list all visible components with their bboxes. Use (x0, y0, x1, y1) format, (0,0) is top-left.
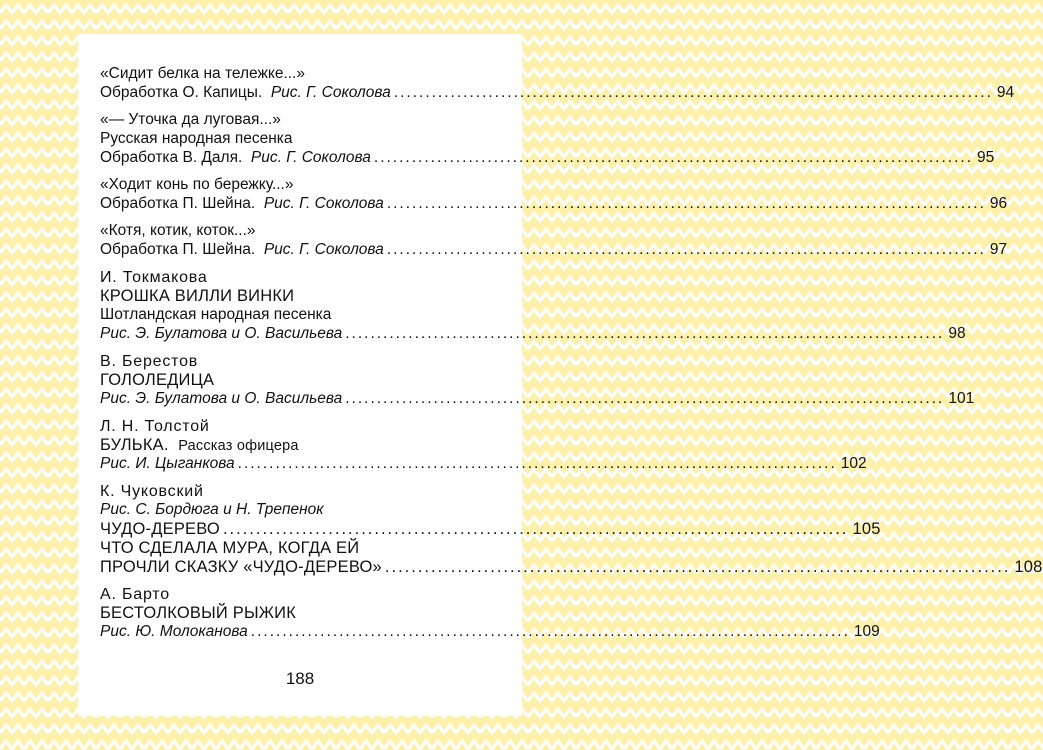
entry-subtitle: Рассказ офицера (178, 438, 299, 454)
toc-entry (100, 584, 880, 641)
toc-entry (100, 481, 1043, 576)
entry-author: В. Берестов (100, 353, 199, 370)
leader-dots: ............................................................................................... (386, 241, 986, 258)
toc-entry (100, 416, 867, 473)
entry-credit: Обработка П. Шейна. Рис. Г. Соколова (100, 195, 384, 212)
toc-entry (100, 351, 975, 408)
entry-credit: Обработка В. Даля. Рис. Г. Соколова (100, 149, 371, 166)
page-ref: 94 (996, 84, 1015, 101)
entry-title: КРОШКА ВИЛЛИ ВИНКИ (100, 287, 295, 305)
entry-illustration: Рис. Ю. Молоканова (100, 623, 248, 640)
leader-dots: ............................................................................................... (384, 558, 1011, 576)
entry-author: А. Барто (100, 586, 170, 603)
entry-credit-line (100, 622, 880, 641)
entry-title: БУЛЬКА. Рассказ офицера (100, 436, 299, 454)
page-ref: 102 (840, 455, 867, 472)
page (78, 34, 1043, 716)
entry-credit-line (100, 240, 1008, 259)
leader-dots: ............................................................................................... (250, 623, 850, 640)
entry-illustration: Рис. Э. Булатова и О. Васильева (100, 390, 343, 407)
entry-illustration: Рис. С. Бордюга и Н. Трепенок (100, 501, 324, 518)
entry-title: ГОЛОЛЕДИЦА (100, 371, 215, 389)
leader-dots: ............................................................................................... (222, 520, 849, 538)
entry-note: Русская народная песенка (100, 130, 293, 147)
entry-note: Шотландская народная песенка (100, 306, 332, 323)
entry-title: ЧТО СДЕЛАЛА МУРА, КОГДА ЕЙ (100, 539, 360, 557)
entry-credit-line (100, 148, 995, 167)
page-ref: 105 (852, 520, 881, 538)
page-ref: 98 (948, 325, 966, 342)
leader-dots: ............................................................................................... (237, 455, 837, 472)
entry-credit: Обработка П. Шейна. Рис. Г. Соколова (100, 241, 384, 258)
toc-entry (100, 221, 1008, 259)
entry-author: Л. Н. Толстой (100, 418, 210, 435)
entry-first-line: «Котя, котик, коток...» (100, 222, 256, 239)
leader-dots: ............................................................................................... (373, 149, 973, 166)
leader-dots: ............................................................................................... (345, 325, 945, 342)
toc-entry (100, 175, 1008, 213)
page-ref: 95 (977, 149, 995, 166)
entry-illustration: Рис. И. Цыганкова (100, 455, 235, 472)
entry-illustration: Рис. Э. Булатова и О. Васильева (100, 325, 343, 342)
entry-credit-line (100, 194, 1008, 213)
entry-title-continued: ПРОЧЛИ СКАЗКУ «ЧУДО-ДЕРЕВО» ............................................................................................... 108 (100, 558, 1043, 576)
table-of-contents (100, 64, 1043, 649)
entry-title: БЕСТОЛКОВЫЙ РЫЖИК (100, 604, 297, 622)
toc-entry (100, 64, 1015, 102)
leader-dots: ............................................................................................... (345, 390, 945, 407)
page-ref: 108 (1014, 558, 1043, 576)
toc-entry (100, 267, 966, 343)
leader-dots: ............................................................................................... (393, 84, 993, 101)
entry-credit-line (100, 83, 1015, 102)
entry-author: К. Чуковский (100, 483, 204, 500)
entry-first-line: «— Уточка да луговая...» (100, 111, 281, 128)
page-ref: 97 (989, 241, 1008, 258)
page-ref: 101 (948, 390, 975, 407)
entry-credit-line (100, 454, 867, 473)
entry-credit-line (100, 389, 975, 408)
page-number: 188 (285, 669, 315, 688)
entry-first-line: «Сидит белка на тележке...» (100, 65, 305, 82)
entry-title: ЧУДО-ДЕРЕВО ............................................................................................... 105 (100, 520, 881, 538)
leader-dots: ............................................................................................... (386, 195, 986, 212)
page-ref: 109 (853, 623, 880, 640)
toc-entry (100, 110, 995, 167)
entry-credit: Обработка О. Капицы. Рис. Г. Соколова (100, 84, 391, 101)
entry-author: И. Токмакова (100, 269, 208, 286)
page-ref: 96 (989, 195, 1008, 212)
entry-credit-line (100, 324, 966, 343)
entry-first-line: «Ходит конь по бережку...» (100, 176, 294, 193)
